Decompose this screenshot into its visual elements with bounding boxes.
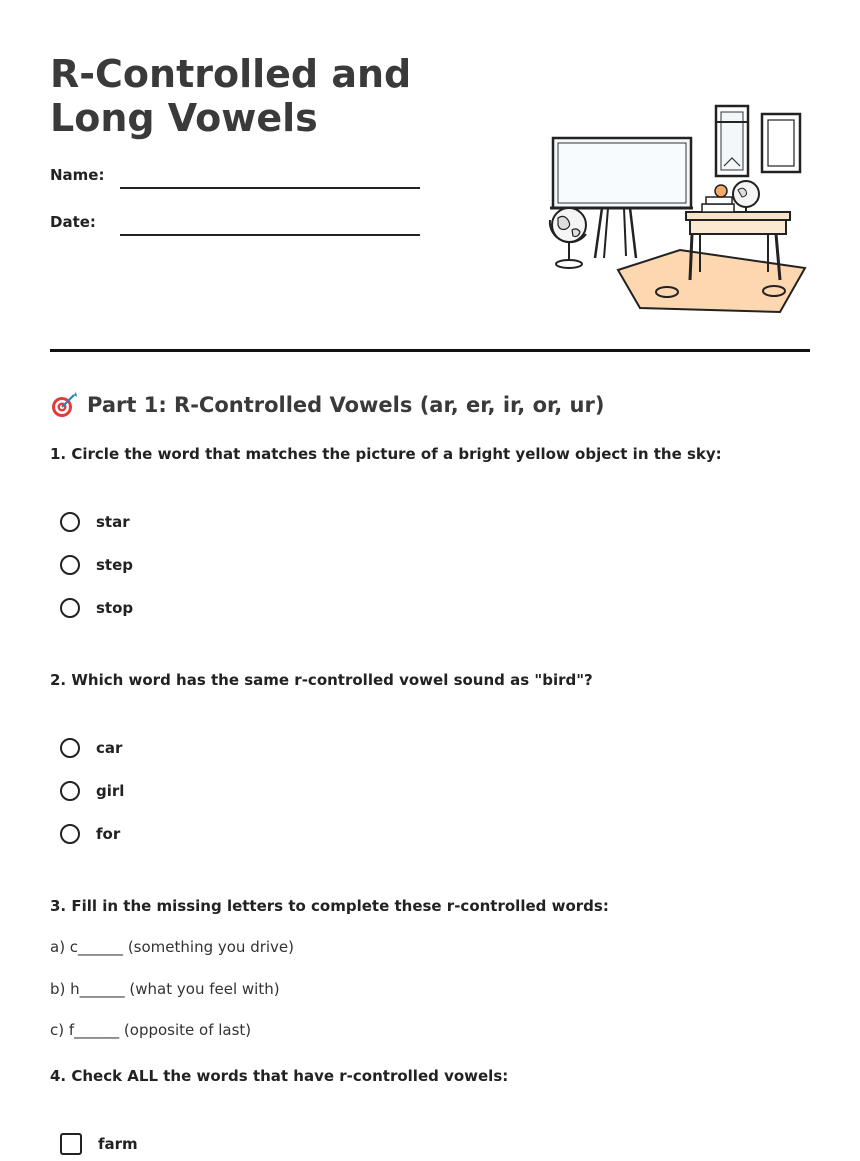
radio-circle[interactable] — [60, 824, 80, 844]
worksheet-title: R-Controlled and Long Vowels — [50, 52, 412, 140]
part1-title: Part 1: R-Controlled Vowels (ar, er, ir, or, ur) — [87, 393, 605, 417]
fill-item-c[interactable]: c) f______ (opposite of last) — [50, 1021, 252, 1039]
q2-option-girl[interactable]: girl — [60, 779, 124, 803]
date-field[interactable] — [120, 234, 420, 236]
q2-option-car[interactable]: car — [60, 736, 122, 760]
name-field[interactable] — [120, 187, 420, 189]
fill-item-b[interactable]: b) h______ (what you feel with) — [50, 980, 280, 998]
q1-option-stop[interactable]: stop — [60, 596, 133, 620]
radio-circle[interactable] — [60, 598, 80, 618]
fill-item-a[interactable]: a) c______ (something you drive) — [50, 938, 295, 956]
radio-circle[interactable] — [60, 738, 80, 758]
radio-circle[interactable] — [60, 781, 80, 801]
q1-option-star[interactable]: star — [60, 510, 130, 534]
q1-option-step[interactable]: step — [60, 553, 133, 577]
part1-heading — [50, 388, 604, 422]
section-divider — [50, 349, 810, 352]
name-label: Name: — [50, 166, 105, 184]
q4-option-farm[interactable]: farm — [60, 1132, 138, 1156]
question-2: 2. Which word has the same r-controlled vowel sound as "bird"? — [50, 671, 593, 689]
question-4: 4. Check ALL the words that have r-controlled vowels: — [50, 1067, 509, 1085]
q2-option-for[interactable]: for — [60, 822, 120, 846]
classroom-illustration — [540, 100, 810, 320]
question-3: 3. Fill in the missing letters to complete these r-controlled words: — [50, 897, 609, 915]
target-icon — [50, 391, 78, 419]
date-label: Date: — [50, 213, 96, 231]
radio-circle[interactable] — [60, 555, 80, 575]
checkbox[interactable] — [60, 1133, 82, 1155]
question-1: 1. Circle the word that matches the picture of a bright yellow object in the sky: — [50, 445, 722, 463]
radio-circle[interactable] — [60, 512, 80, 532]
